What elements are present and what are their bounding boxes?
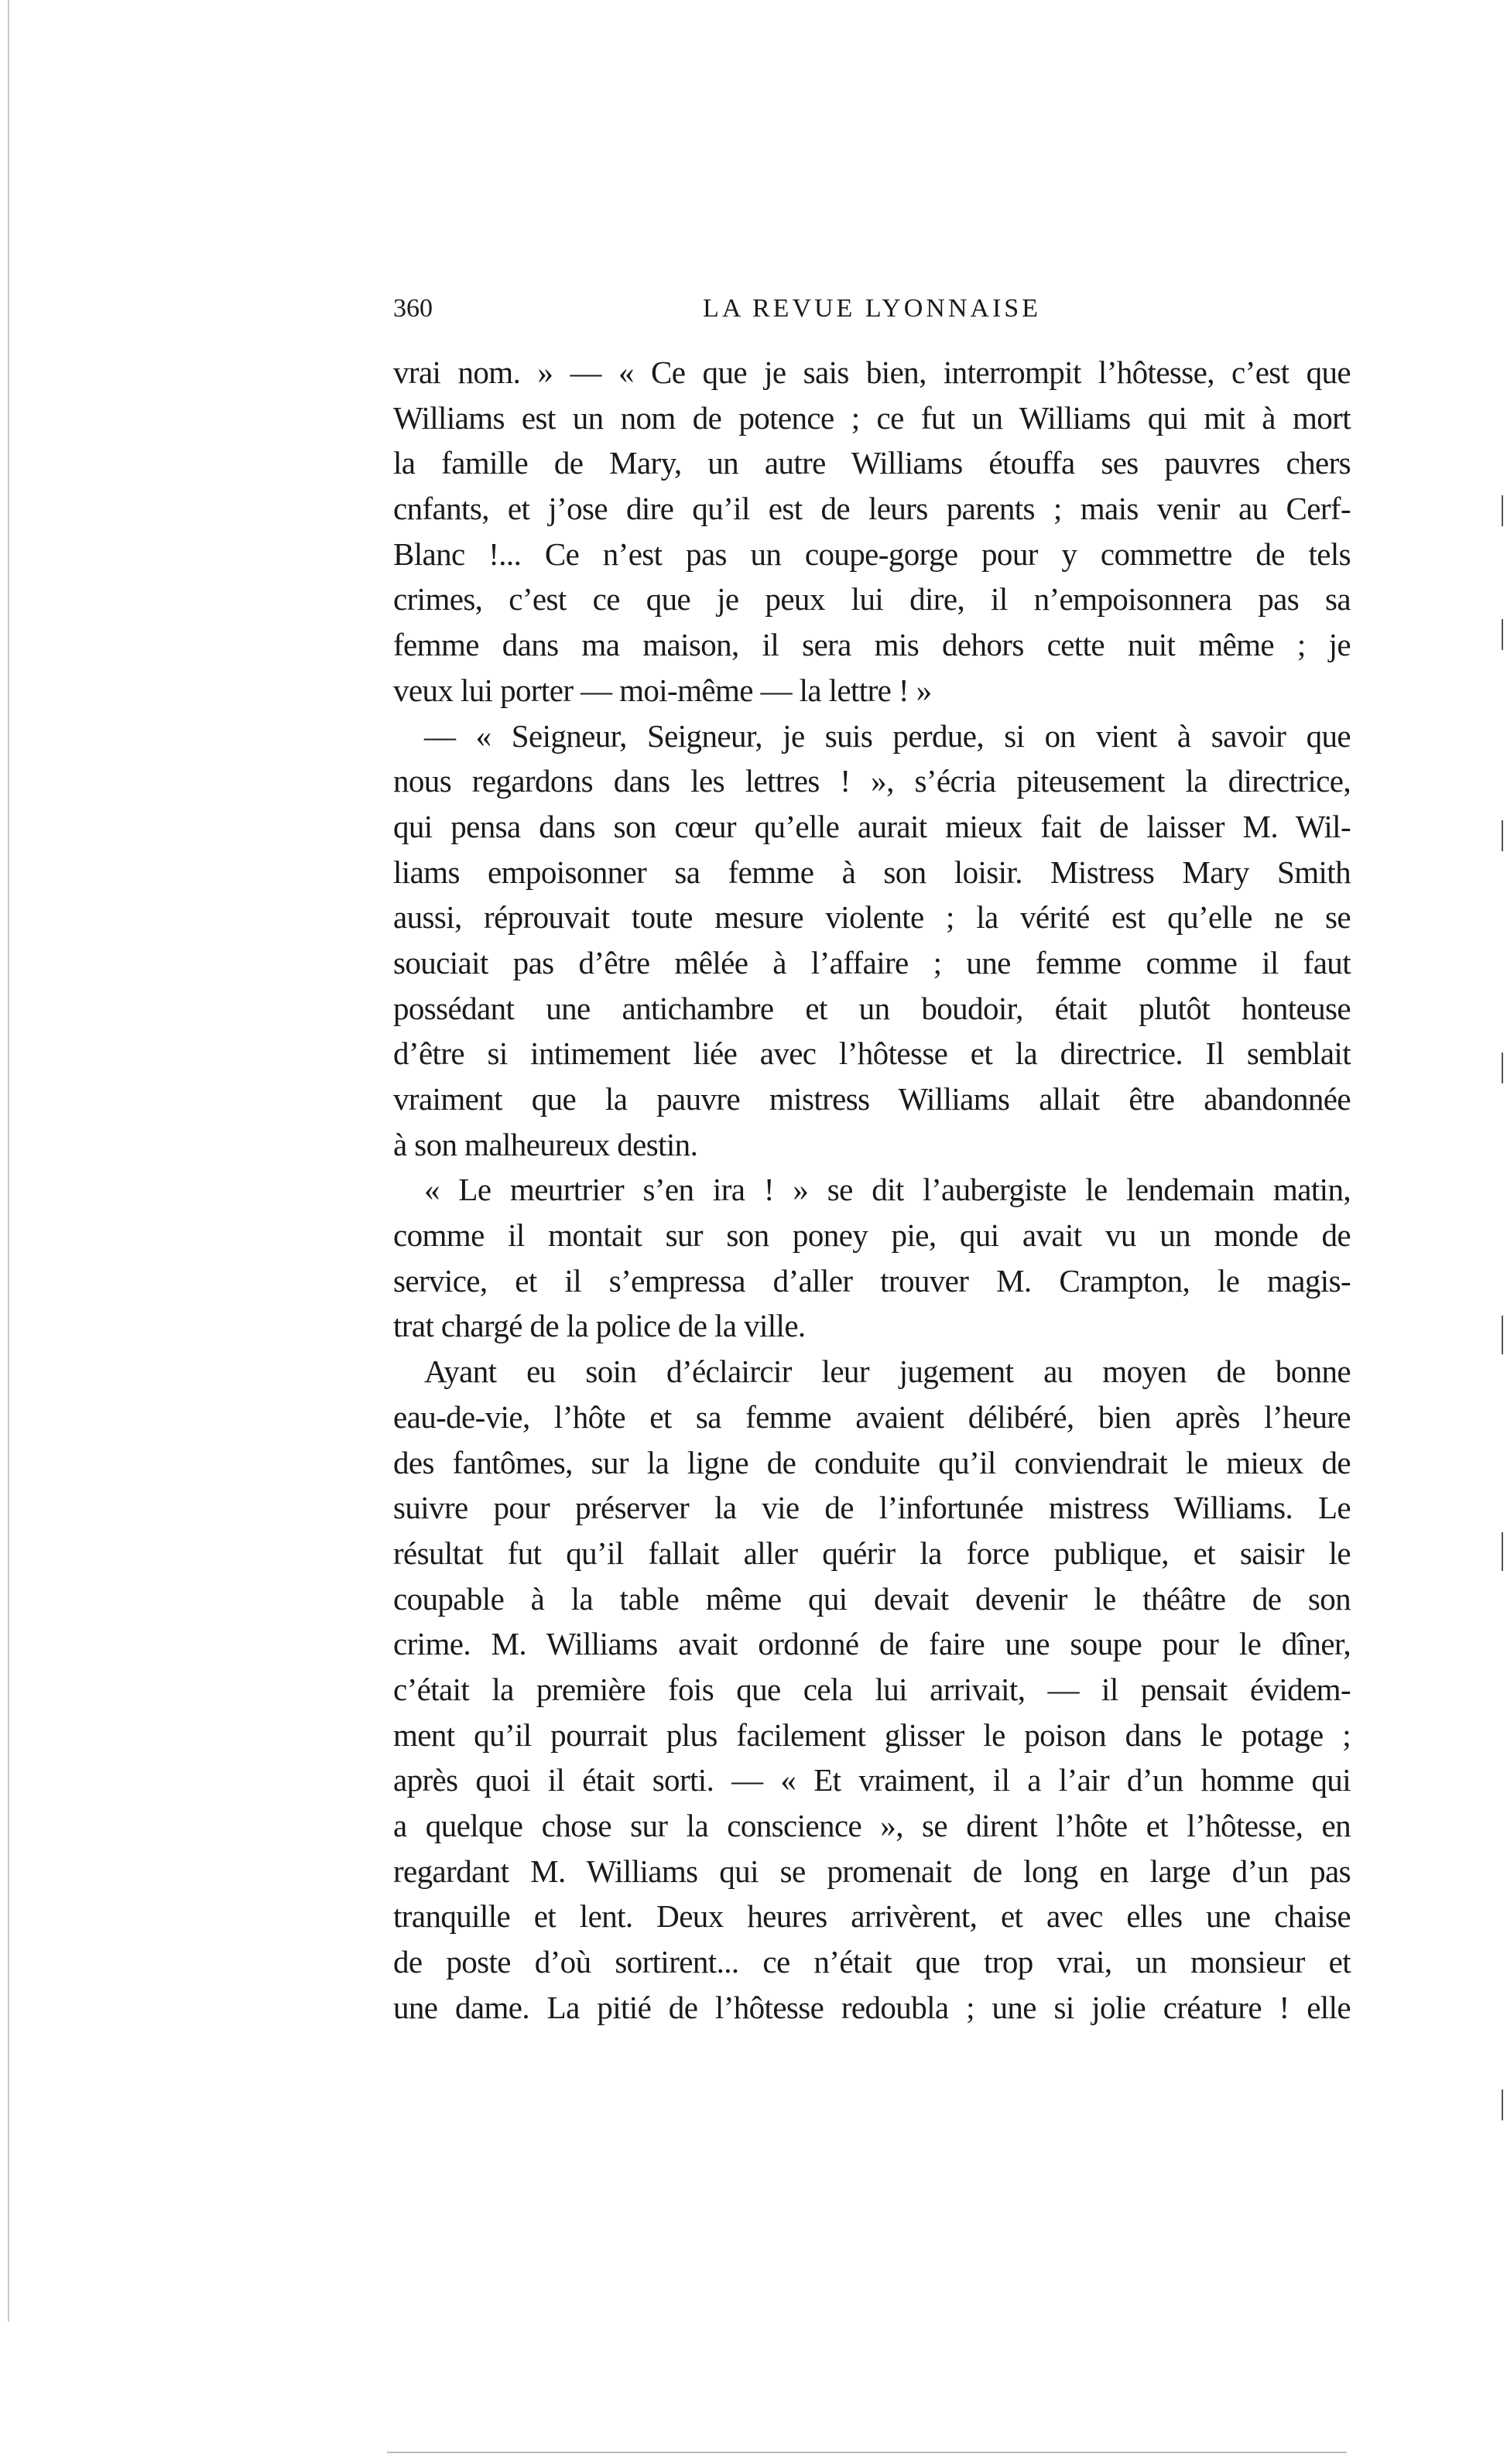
text-line: possédant une antichambre et un boudoir, était plutôt honteuse: [393, 990, 1351, 1026]
text-line: Ayant eu soin d’éclaircir leur jugement au moyen de bonne: [424, 1353, 1351, 1390]
text-line: a quelque chose sur la conscience », se dirent l’hôte et l’hôtesse, en: [393, 1808, 1351, 1843]
text-line: tranquille et lent. Deux heures arrivèrent, et avec elles une chaise: [393, 1898, 1351, 1935]
right-margin-mark: [1502, 619, 1503, 650]
text-line: trat chargé de la police de la ville.: [393, 1308, 806, 1344]
text-line: c’était la première fois que cela lui arrivait, — il pensait évidem-: [393, 1671, 1351, 1707]
right-margin-mark: [1502, 1052, 1503, 1083]
text-line: souciait pas d’être mêlée à l’affaire ; une femme comme il faut: [393, 944, 1351, 980]
page-number: 360: [393, 294, 433, 323]
running-header: [393, 294, 1351, 333]
text-line: — « Seigneur, Seigneur, je suis perdue, si on vient à savoir que: [424, 717, 1351, 754]
text-line: vrai nom. » — « Ce que je sais bien, interrompit l’hôtesse, c’est que: [393, 354, 1351, 390]
text-line: à son malheureux destin.: [393, 1126, 698, 1162]
text-line: de poste d’où sortirent... ce n’était que trop vrai, un monsieur et: [393, 1944, 1351, 1980]
text-line: regardant M. Williams qui se promenait de long en large d’un pas: [393, 1853, 1351, 1889]
text-line: service, et il s’empressa d’aller trouver M. Crampton, le magis-: [393, 1262, 1351, 1299]
running-title: LA REVUE LYONNAISE: [703, 294, 1041, 323]
text-line: résultat fut qu’il fallait aller quérir la force publique, et saisir le: [393, 1535, 1351, 1571]
text-line: qui pensa dans son cœur qu’elle aurait mieux fait de laisser M. Wil-: [393, 808, 1351, 844]
text-line: nous regardons dans les lettres ! », s’écria piteusement la directrice,: [393, 763, 1351, 799]
bottom-scan-line: [387, 2452, 1347, 2453]
text-line: suivre pour préserver la vie de l’infortunée mistress Williams. Le: [393, 1490, 1351, 1526]
text-line: Blanc !... Ce n’est pas un coupe-gorge pour y commettre de tels: [393, 536, 1351, 572]
text-line: après quoi il était sorti. — « Et vraiment, il a l’air d’un homme qui: [393, 1762, 1351, 1798]
text-line: la famille de Mary, un autre Williams étouffa ses pauvres chers: [393, 445, 1351, 481]
text-line: ment qu’il pourrait plus facilement glisser le poison dans le potage ;: [393, 1716, 1351, 1753]
text-line: veux lui porter — moi-même — la lettre ! »: [393, 672, 932, 708]
right-margin-mark: [1502, 820, 1503, 851]
body-text: [393, 350, 1351, 2030]
text-line: liams empoisonner sa femme à son loisir. Mistress Mary Smith: [393, 854, 1351, 890]
text-line: femme dans ma maison, il sera mis dehors cette nuit même ; je: [393, 627, 1351, 663]
text-line: comme il montait sur son poney pie, qui avait vu un monde de: [393, 1217, 1351, 1254]
text-line: crime. M. Williams avait ordonné de faire une soupe pour le dîner,: [393, 1626, 1351, 1662]
right-margin-mark: [1502, 495, 1503, 526]
right-margin-mark: [1502, 2089, 1503, 2120]
left-edge-mark: [8, 0, 9, 2322]
text-line: des fantômes, sur la ligne de conduite qu’il conviendrait le mieux de: [393, 1444, 1351, 1480]
text-line: crimes, c’est ce que je peux lui dire, il n’empoisonnera pas sa: [393, 581, 1351, 618]
text-line: vraiment que la pauvre mistress Williams allait être abandonnée: [393, 1081, 1351, 1117]
text-line: eau-de-vie, l’hôte et sa femme avaient délibéré, bien après l’heure: [393, 1398, 1351, 1435]
right-margin-mark: [1502, 1532, 1503, 1571]
text-line: « Le meurtrier s’en ira ! » se dit l’aubergiste le lendemain matin,: [424, 1172, 1351, 1208]
text-line: aussi, réprouvait toute mesure violente ; la vérité est qu’elle ne se: [393, 899, 1351, 936]
text-line: une dame. La pitié de l’hôtesse redoubla ; une si jolie créature ! elle: [393, 1989, 1351, 2025]
text-line: Williams est un nom de potence ; ce fut un Williams qui mit à mort: [393, 399, 1351, 436]
text-line: d’être si intimement liée avec l’hôtesse et la directrice. Il semblait: [393, 1035, 1351, 1072]
text-line: coupable à la table même qui devait devenir le théâtre de son: [393, 1580, 1351, 1617]
right-margin-mark: [1502, 1316, 1503, 1354]
text-line: cnfants, et j’ose dire qu’il est de leurs parents ; mais venir au Cerf-: [393, 491, 1351, 527]
